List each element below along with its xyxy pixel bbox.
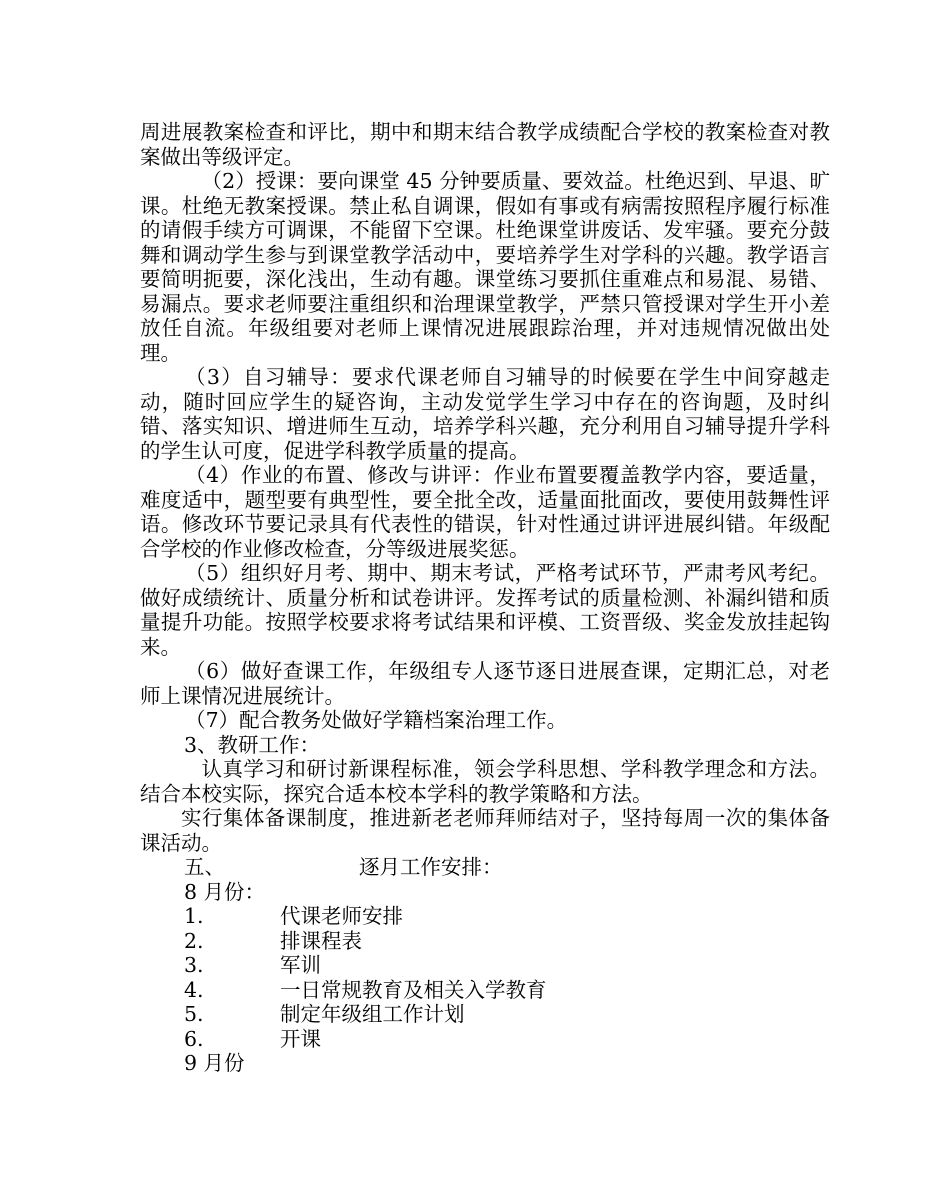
section-number: 五、 <box>184 855 225 879</box>
list-item-text: 军训 <box>280 953 321 977</box>
list-item-number: 1. <box>184 904 204 928</box>
paragraph-collective-prep: 实行集体备课制度，推进新老老师拜师结对子，坚持每周一次的集体备课活动。 <box>140 806 830 855</box>
list-item <box>140 1027 830 1052</box>
document-page <box>140 120 830 1076</box>
section-title: 逐月工作安排： <box>359 855 503 879</box>
paragraph-homework: （4）作业的布置、修改与讲评：作业布置要覆盖教学内容，要适量，难度适中，题型要有典型性，要全批全改，适量面批面改，要使用鼓舞性评语。修改环节要记录具有代表性的错误，针对性通过讲评进展纠错。年级配合学校的作业修改检查，分等级进展奖惩。 <box>140 463 830 561</box>
month-label-september: 9 月份 <box>184 1051 245 1075</box>
paragraph-teaching: （2）授课：要向课堂 45 分钟要质量、要效益。杜绝迟到、早退、旷课。杜绝无教案授课。禁止私自调课，假如有事或有病需按照程序履行标准的请假手续方可调课，不能留下空课。杜绝课堂讲废话、发牢骚。要充分鼓舞和调动学生参与到课堂教学活动中，要培养学生对学科的兴趣。教学语言要简明扼要，深化浅出，生动有趣。课堂练习要抓住重难点和易混、易错、易漏点。要求老师要注重组织和治理课堂教学，严禁只管授课对学生开小差放任自流。年级组要对老师上课情况进展跟踪治理，并对违规情况做出处理。 <box>140 169 830 365</box>
list-item-number: 5. <box>184 1002 204 1026</box>
list-item-text: 代课老师安排 <box>280 904 403 928</box>
list-item-number: 3. <box>184 953 204 977</box>
list-item-number: 6. <box>184 1026 204 1051</box>
list-item <box>140 904 830 929</box>
paragraph-lesson-plan-check: 周进展教案检查和评比，期中和期末结合教学成绩配合学校的教案检查对教案做出等级评定。 <box>140 120 830 169</box>
list-item-number: 2. <box>184 928 204 953</box>
list-item <box>140 953 830 978</box>
list-item-number: 4. <box>184 977 204 1002</box>
paragraph-exams: （5）组织好月考、期中、期末考试，严格考试环节，严肃考风考纪。做好成绩统计、质量分析和试卷讲评。发挥考试的质量检测、补漏纠错和质量提升功能。按照学校要求将考试结果和评模、工资晋级、奖金发放挂起钩来。 <box>140 561 830 659</box>
paragraph-records: （7）配合教务处做好学籍档案治理工作。 <box>185 708 568 732</box>
section-heading-monthly <box>140 855 830 880</box>
list-item <box>140 929 830 954</box>
list-item <box>140 978 830 1003</box>
list-item-text: 一日常规教育及相关入学教育 <box>280 977 547 1002</box>
list-item-text: 制定年级组工作计划 <box>280 1002 465 1026</box>
month-label-august: 8 月份： <box>184 879 266 904</box>
paragraph-self-study: （3）自习辅导：要求代课老师自习辅导的时候要在学生中间穿越走动，随时回应学生的疑咨询，主动发觉学生学习中存在的咨询题，及时纠错、落实知识、增进师生互动，培养学科兴趣，充分利用自习辅导提升学科的学生认可度，促进学科教学质量的提高。 <box>140 365 830 463</box>
paragraph-curriculum-study: 认真学习和研讨新课程标准，领会学科思想、学科教学理念和方法。结合本校实际，探究合适本校本学科的教学策略和方法。 <box>140 757 830 806</box>
section-heading-research: 3、教研工作： <box>184 732 321 757</box>
list-item-text: 排课程表 <box>280 928 362 953</box>
paragraph-class-inspection: （6）做好查课工作，年级组专人逐节逐日进展查课，定期汇总，对老师上课情况进展统计。 <box>140 659 830 708</box>
list-item <box>140 1002 830 1027</box>
list-item-text: 开课 <box>280 1026 321 1051</box>
